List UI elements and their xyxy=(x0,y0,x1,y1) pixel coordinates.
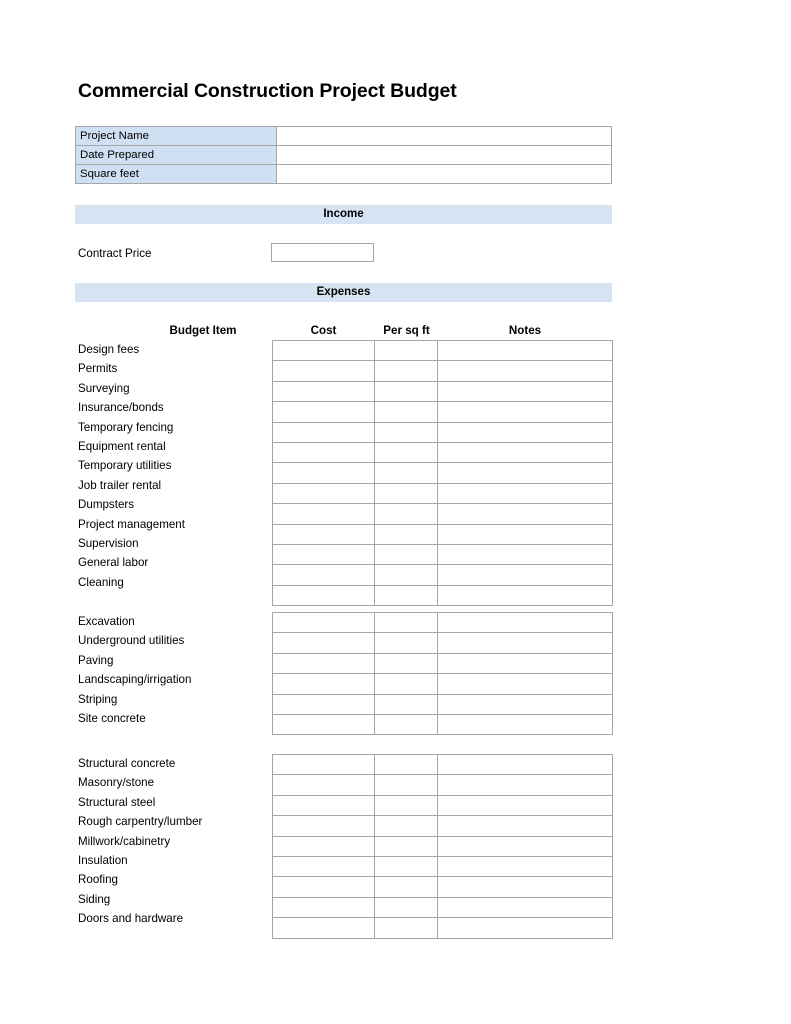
expense-item-label: Landscaping/irrigation xyxy=(78,673,192,687)
expense-item-label: Site concrete xyxy=(78,711,146,725)
column-header-notes: Notes xyxy=(508,324,542,337)
expense-notes-cell[interactable] xyxy=(438,544,613,564)
expense-group-grid xyxy=(272,612,613,735)
expense-cost-cell[interactable] xyxy=(273,613,375,633)
table-row xyxy=(273,714,613,734)
expense-item-label: Equipment rental xyxy=(78,439,166,453)
table-row xyxy=(273,442,613,462)
expense-per-sq-ft-cell[interactable] xyxy=(375,856,438,876)
square-feet-label: Square feet xyxy=(76,165,277,184)
expense-cost-cell[interactable] xyxy=(273,633,375,653)
table-row xyxy=(273,918,613,938)
expense-per-sq-ft-cell[interactable] xyxy=(375,544,438,564)
expense-group-labels xyxy=(78,612,268,728)
expense-notes-cell[interactable] xyxy=(438,897,613,917)
expense-cost-cell[interactable] xyxy=(273,565,375,585)
column-header-budget-item: Budget Item xyxy=(169,324,237,337)
expense-item-label: Insulation xyxy=(78,853,128,867)
expense-cost-cell[interactable] xyxy=(273,341,375,361)
expense-group-grid-body xyxy=(273,755,613,939)
expense-notes-cell[interactable] xyxy=(438,422,613,442)
expense-per-sq-ft-cell[interactable] xyxy=(375,613,438,633)
expense-group-grid xyxy=(272,340,613,606)
expense-cost-cell[interactable] xyxy=(273,775,375,795)
table-row xyxy=(273,856,613,876)
expense-cost-cell[interactable] xyxy=(273,755,375,775)
expense-cost-cell[interactable] xyxy=(273,585,375,605)
expense-per-sq-ft-cell[interactable] xyxy=(375,694,438,714)
table-row xyxy=(273,755,613,775)
table-row xyxy=(273,613,613,633)
expense-notes-cell[interactable] xyxy=(438,613,613,633)
expense-cost-cell[interactable] xyxy=(273,504,375,524)
expense-notes-cell[interactable] xyxy=(438,504,613,524)
expense-notes-cell[interactable] xyxy=(438,714,613,734)
expense-cost-cell[interactable] xyxy=(273,422,375,442)
expense-notes-cell[interactable] xyxy=(438,755,613,775)
expense-per-sq-ft-cell[interactable] xyxy=(375,422,438,442)
expense-cost-cell[interactable] xyxy=(273,381,375,401)
expense-item-label: Supervision xyxy=(78,536,139,550)
table-row xyxy=(273,341,613,361)
table-row xyxy=(273,653,613,673)
expense-per-sq-ft-cell[interactable] xyxy=(375,524,438,544)
expense-cost-cell[interactable] xyxy=(273,524,375,544)
expense-notes-cell[interactable] xyxy=(438,463,613,483)
expense-notes-cell[interactable] xyxy=(438,918,613,938)
expense-group-labels xyxy=(78,754,268,929)
table-row xyxy=(273,361,613,381)
expense-cost-cell[interactable] xyxy=(273,877,375,897)
table-row xyxy=(273,422,613,442)
expense-per-sq-ft-cell[interactable] xyxy=(375,463,438,483)
table-row xyxy=(273,897,613,917)
expense-notes-cell[interactable] xyxy=(438,341,613,361)
expense-per-sq-ft-cell[interactable] xyxy=(375,755,438,775)
expense-notes-cell[interactable] xyxy=(438,856,613,876)
expense-per-sq-ft-cell[interactable] xyxy=(375,565,438,585)
contract-price-label: Contract Price xyxy=(78,247,152,260)
expenses-section-banner: Expenses xyxy=(75,283,612,302)
expense-item-label: Masonry/stone xyxy=(78,776,155,790)
expense-cost-cell[interactable] xyxy=(273,836,375,856)
table-row xyxy=(76,127,612,146)
table-row xyxy=(273,816,613,836)
project-info-table xyxy=(75,126,612,184)
project-info-body xyxy=(76,127,612,184)
expense-notes-cell[interactable] xyxy=(438,585,613,605)
expense-cost-cell[interactable] xyxy=(273,856,375,876)
expense-notes-cell[interactable] xyxy=(438,381,613,401)
expense-group-grid xyxy=(272,754,613,939)
expense-cost-cell[interactable] xyxy=(273,714,375,734)
table-row xyxy=(273,877,613,897)
expense-per-sq-ft-cell[interactable] xyxy=(375,714,438,734)
expense-notes-cell[interactable] xyxy=(438,633,613,653)
table-row xyxy=(273,836,613,856)
table-row xyxy=(273,463,613,483)
table-row xyxy=(273,402,613,422)
expense-cost-cell[interactable] xyxy=(273,653,375,673)
income-section-banner: Income xyxy=(75,205,612,224)
table-row xyxy=(273,795,613,815)
expense-group-labels xyxy=(78,340,268,592)
expense-notes-cell[interactable] xyxy=(438,653,613,673)
expense-item-label: Siding xyxy=(78,892,111,906)
page-title: Commercial Construction Project Budget xyxy=(78,80,457,102)
expense-group-grid-body xyxy=(273,613,613,735)
table-row xyxy=(273,633,613,653)
table-row xyxy=(273,381,613,401)
expense-notes-cell[interactable] xyxy=(438,524,613,544)
expense-per-sq-ft-cell[interactable] xyxy=(375,897,438,917)
table-row xyxy=(273,544,613,564)
expense-per-sq-ft-cell[interactable] xyxy=(375,402,438,422)
expense-item-label: General labor xyxy=(78,556,149,570)
expense-cost-cell[interactable] xyxy=(273,674,375,694)
expense-notes-cell[interactable] xyxy=(438,877,613,897)
expense-cost-cell[interactable] xyxy=(273,442,375,462)
expense-per-sq-ft-cell[interactable] xyxy=(375,775,438,795)
expense-item-label: Excavation xyxy=(78,615,135,628)
table-row xyxy=(273,775,613,795)
expense-per-sq-ft-cell[interactable] xyxy=(375,633,438,653)
table-row xyxy=(273,585,613,605)
date-prepared-input[interactable] xyxy=(277,146,612,165)
expense-cost-cell[interactable] xyxy=(273,361,375,381)
expense-per-sq-ft-cell[interactable] xyxy=(375,361,438,381)
expense-item-label: Millwork/cabinetry xyxy=(78,834,171,848)
expense-group-grid-body xyxy=(273,341,613,606)
expense-item-label: Insurance/bonds xyxy=(78,401,164,415)
project-name-input[interactable] xyxy=(277,127,612,146)
expense-per-sq-ft-cell[interactable] xyxy=(375,341,438,361)
expense-item-label: Temporary fencing xyxy=(78,420,174,434)
expense-item-label: Striping xyxy=(78,692,118,706)
contract-price-input[interactable] xyxy=(271,243,374,262)
table-row xyxy=(76,146,612,165)
expense-per-sq-ft-cell[interactable] xyxy=(375,795,438,815)
expense-per-sq-ft-cell[interactable] xyxy=(375,381,438,401)
expense-item-label: Permits xyxy=(78,362,118,376)
expense-per-sq-ft-cell[interactable] xyxy=(375,816,438,836)
expense-notes-cell[interactable] xyxy=(438,694,613,714)
expense-item-label: Structural steel xyxy=(78,795,156,809)
column-header-cost: Cost xyxy=(310,324,337,337)
expense-item-label: Roofing xyxy=(78,873,118,887)
table-row xyxy=(273,694,613,714)
expense-cost-cell[interactable] xyxy=(273,402,375,422)
expense-item-label: Design fees xyxy=(78,343,140,356)
square-feet-input[interactable] xyxy=(277,165,612,184)
expense-item-label: Job trailer rental xyxy=(78,478,162,492)
table-row xyxy=(273,674,613,694)
table-row xyxy=(273,483,613,503)
expense-per-sq-ft-cell[interactable] xyxy=(375,483,438,503)
expense-item-label: Cleaning xyxy=(78,575,124,589)
expense-notes-cell[interactable] xyxy=(438,483,613,503)
expense-cost-cell[interactable] xyxy=(273,694,375,714)
expense-per-sq-ft-cell[interactable] xyxy=(375,918,438,938)
expense-notes-cell[interactable] xyxy=(438,816,613,836)
expense-item-label: Paving xyxy=(78,653,114,667)
date-prepared-label: Date Prepared xyxy=(76,146,277,165)
table-row xyxy=(76,165,612,184)
expense-per-sq-ft-cell[interactable] xyxy=(375,836,438,856)
expense-per-sq-ft-cell[interactable] xyxy=(375,504,438,524)
project-name-label: Project Name xyxy=(76,127,277,146)
expense-per-sq-ft-cell[interactable] xyxy=(375,674,438,694)
expense-item-label: Dumpsters xyxy=(78,498,135,512)
table-row xyxy=(273,504,613,524)
expense-per-sq-ft-cell[interactable] xyxy=(375,585,438,605)
expense-notes-cell[interactable] xyxy=(438,361,613,381)
expense-notes-cell[interactable] xyxy=(438,836,613,856)
expense-cost-cell[interactable] xyxy=(273,816,375,836)
expense-per-sq-ft-cell[interactable] xyxy=(375,442,438,462)
expense-notes-cell[interactable] xyxy=(438,775,613,795)
expense-notes-cell[interactable] xyxy=(438,674,613,694)
expense-notes-cell[interactable] xyxy=(438,402,613,422)
expense-cost-cell[interactable] xyxy=(273,483,375,503)
expense-item-label: Underground utilities xyxy=(78,634,185,648)
expense-item-label: Surveying xyxy=(78,381,130,395)
expense-item-label: Rough carpentry/lumber xyxy=(78,815,203,829)
expense-per-sq-ft-cell[interactable] xyxy=(375,653,438,673)
table-row xyxy=(273,565,613,585)
expense-notes-cell[interactable] xyxy=(438,442,613,462)
column-header-per-sq-ft: Per sq ft xyxy=(383,324,430,337)
expense-item-label: Structural concrete xyxy=(78,757,176,770)
expense-item-label: Temporary utilities xyxy=(78,459,172,473)
table-row xyxy=(273,524,613,544)
expense-cost-cell[interactable] xyxy=(273,918,375,938)
expense-cost-cell[interactable] xyxy=(273,897,375,917)
expense-cost-cell[interactable] xyxy=(273,544,375,564)
expense-item-label: Project management xyxy=(78,517,185,531)
expense-column-headers xyxy=(75,323,612,339)
expense-cost-cell[interactable] xyxy=(273,795,375,815)
expense-per-sq-ft-cell[interactable] xyxy=(375,877,438,897)
expense-cost-cell[interactable] xyxy=(273,463,375,483)
expense-item-label: Doors and hardware xyxy=(78,912,184,926)
expense-notes-cell[interactable] xyxy=(438,795,613,815)
expense-notes-cell[interactable] xyxy=(438,565,613,585)
